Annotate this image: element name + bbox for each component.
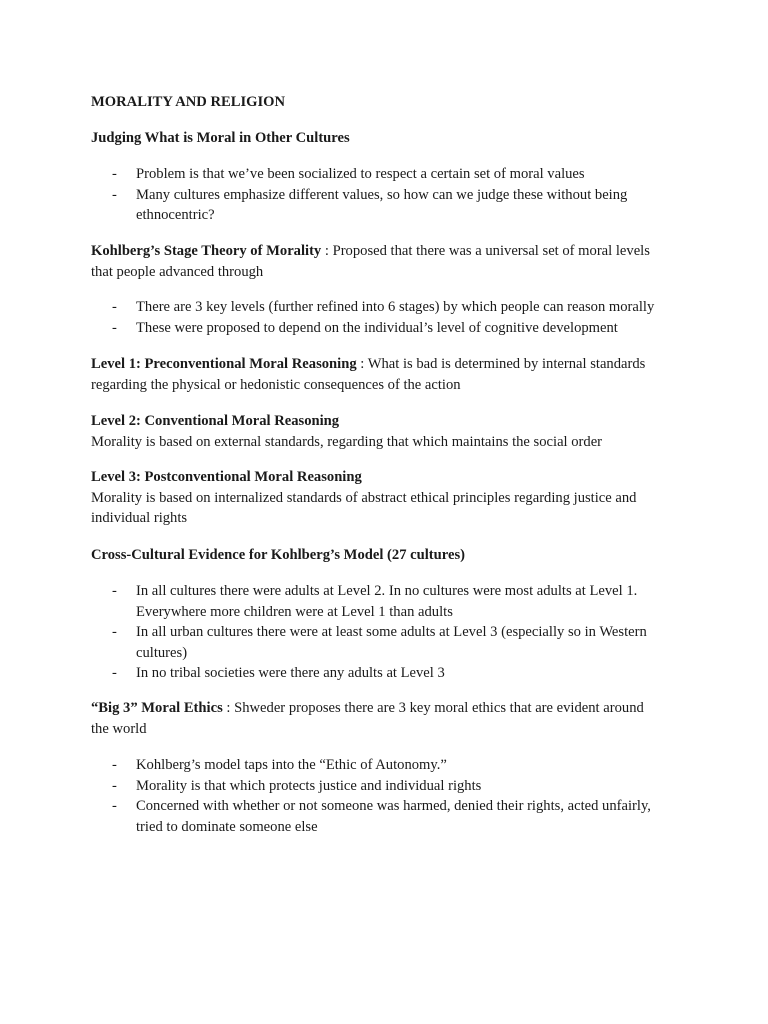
dash-marker: -	[112, 777, 117, 794]
list-item: - Concerned with whether or not someone was harmed, denied their rights, acted unfairly, tried to dominate someone else	[112, 798, 651, 835]
dash-marker: -	[112, 798, 117, 814]
list-item: - There are 3 key levels (further refined into 6 stages) by which people can reason morally	[91, 297, 676, 318]
big3-term: “Big 3” Moral Ethics	[91, 700, 223, 716]
level2-heading: Level 2: Conventional Moral Reasoning	[91, 413, 340, 429]
kohlberg-definition: Kohlberg’s Stage Theory of Morality : Proposed that there was a universal set of moral levels that people advanced through	[91, 243, 650, 280]
list-item: - In no tribal societies were there any adults at Level 3	[91, 663, 676, 684]
kohlberg-list	[91, 297, 681, 338]
list-item: - In all cultures there were adults at Level 2. In no cultures were most adults at Level 1. Everywhere more children were at Level 1 than adults	[112, 583, 638, 620]
big3-definition: “Big 3” Moral Ethics : Shweder proposes there are 3 key moral ethics that are evident around the world	[91, 700, 644, 737]
dash-marker: -	[112, 583, 117, 599]
dash-marker: -	[112, 299, 117, 315]
dash-marker: -	[112, 319, 117, 336]
list-item: - Many cultures emphasize different values, so how can we judge these without being ethnocentric?	[112, 186, 628, 223]
crosscultural-list	[91, 581, 681, 684]
list-item: - These were proposed to depend on the individual’s level of cognitive development	[91, 318, 676, 339]
level3-heading: Level 3: Postconventional Moral Reasoning	[91, 469, 362, 485]
crosscultural-heading: Cross-Cultural Evidence for Kohlberg’s Model (27 cultures)	[91, 547, 466, 563]
level1-term: Level 1: Preconventional Moral Reasoning	[91, 356, 357, 372]
dash-marker: -	[112, 166, 117, 182]
level1-definition: Level 1: Preconventional Moral Reasoning : What is bad is determined by internal standards regarding the physical or hedonistic consequences of the action	[91, 356, 646, 393]
level3-section: Level 3: Postconventional Moral Reasoning Morality is based on internalized standards of abstract ethical principles regarding justice and individual rights	[91, 467, 681, 529]
list-item: - Morality is that which protects justice and individual rights	[91, 776, 676, 797]
dash-marker: -	[112, 186, 117, 203]
list-item: - In all urban cultures there were at least some adults at Level 3 (especially so in Western cultures)	[112, 624, 647, 661]
big3-list	[91, 755, 681, 837]
dash-marker: -	[112, 665, 117, 681]
list-item: - Problem is that we’ve been socialized to respect a certain set of moral values	[91, 164, 676, 185]
document-title: MORALITY AND RELIGION	[91, 94, 286, 110]
dash-marker: -	[112, 757, 117, 773]
level2-section: Level 2: Conventional Moral Reasoning Morality is based on external standards, regarding that which maintains the social order	[91, 411, 681, 452]
judging-heading: Judging What is Moral in Other Cultures	[91, 130, 350, 146]
judging-list	[91, 164, 681, 226]
dash-marker: -	[112, 624, 117, 640]
list-item: - Kohlberg’s model taps into the “Ethic of Autonomy.”	[91, 755, 676, 776]
kohlberg-term: Kohlberg’s Stage Theory of Morality	[91, 243, 322, 259]
